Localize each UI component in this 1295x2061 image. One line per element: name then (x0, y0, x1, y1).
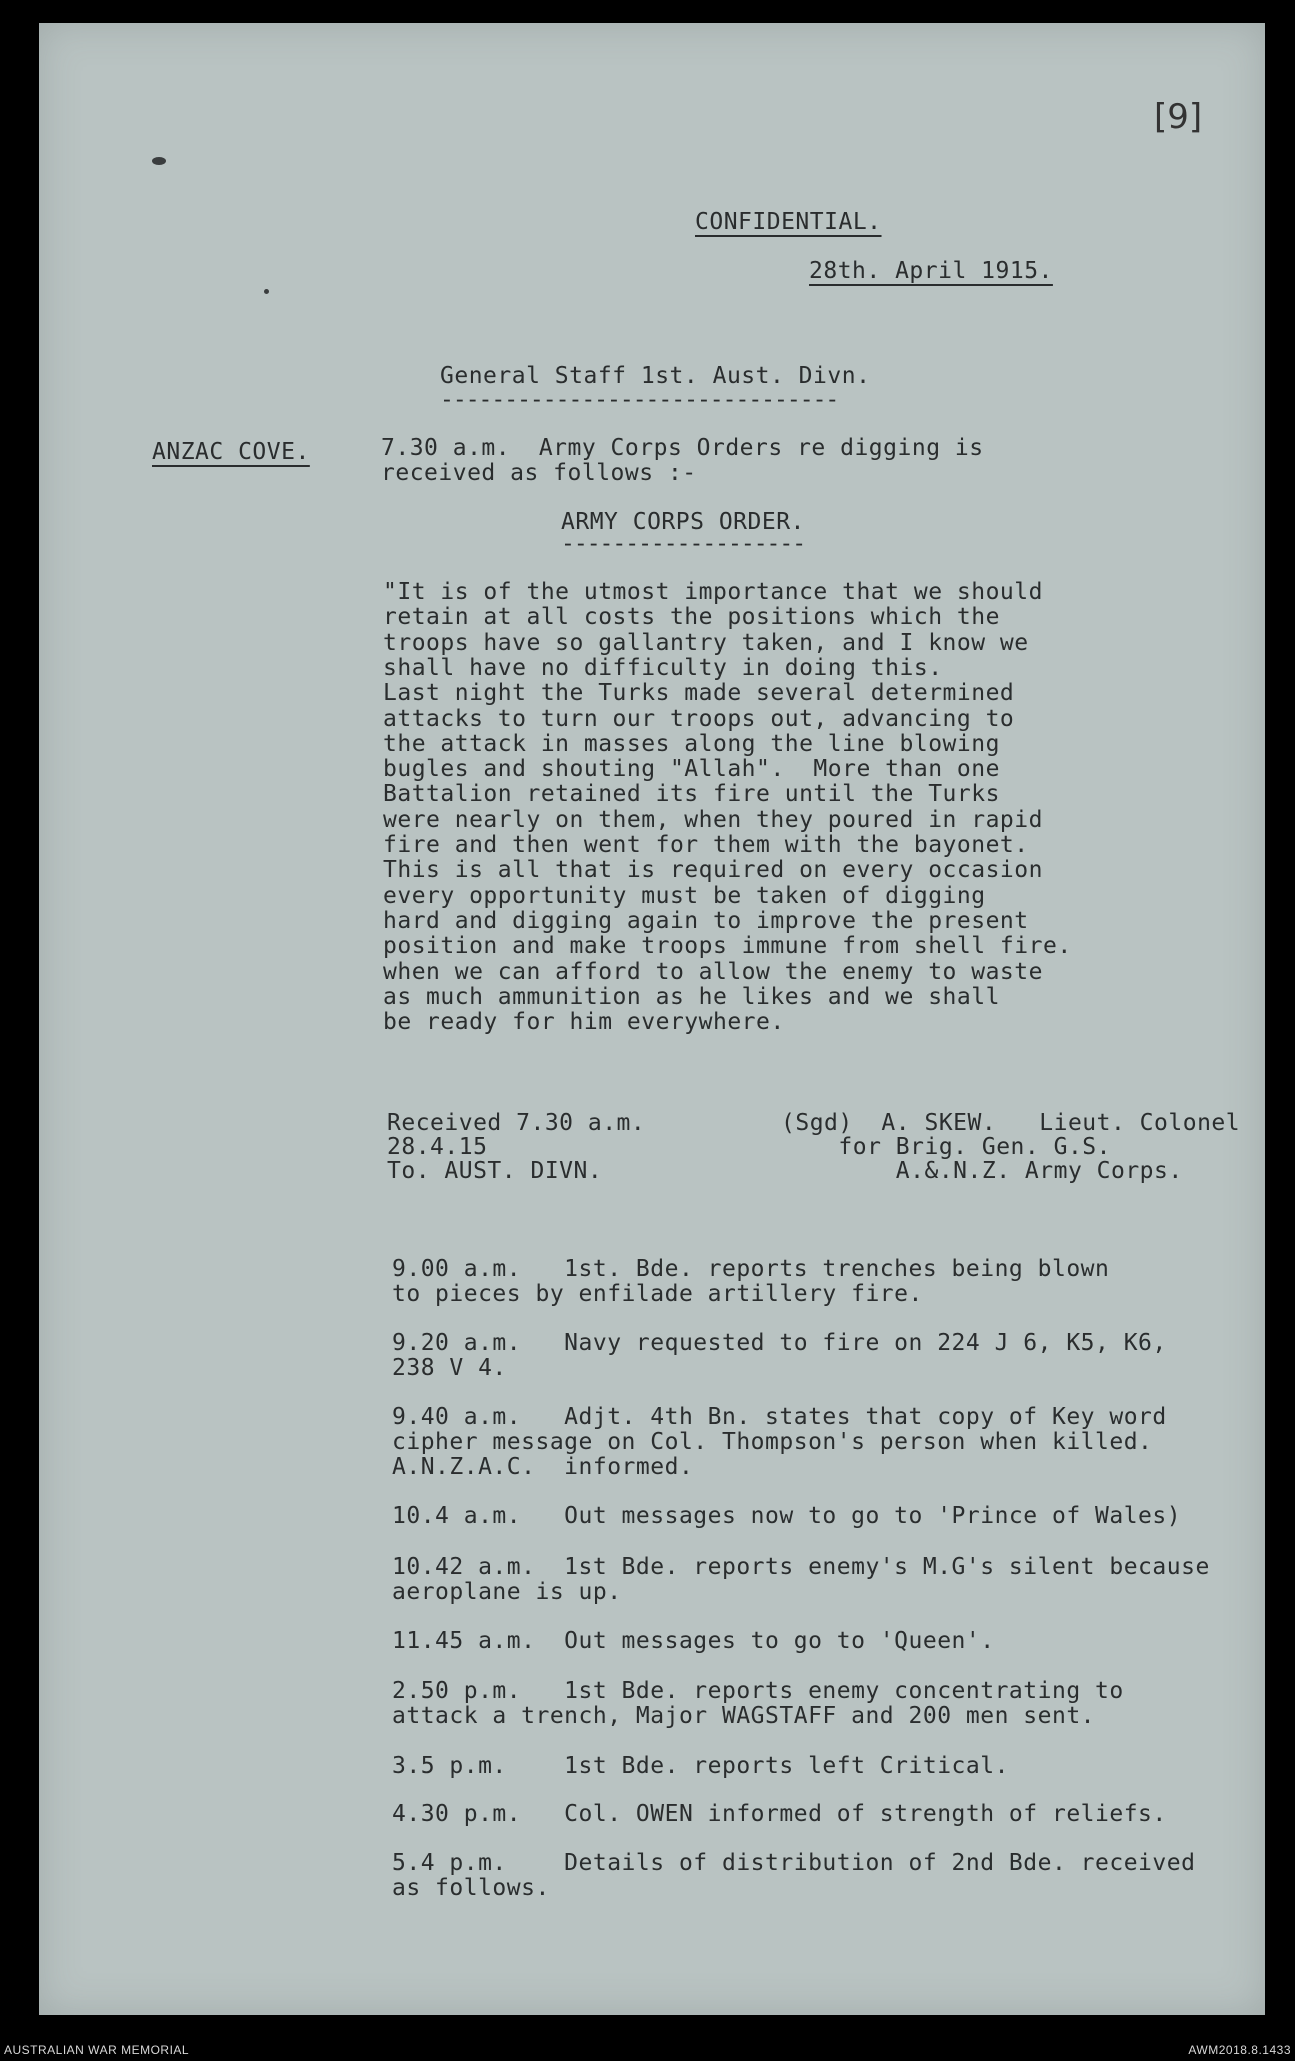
order-line: as much ammunition as he likes and we shall (383, 983, 1000, 1010)
unit-heading: General Staff 1st. Aust. Divn. (440, 363, 871, 389)
order-line: Battalion retained its fire until the Turks (383, 781, 1000, 808)
order-line: "It is of the utmost importance that we should (383, 579, 1043, 605)
order-line: Last night the Turks made several determined (383, 680, 1015, 707)
signature-received: Received 7.30 a.m. (387, 1110, 646, 1136)
document-page (39, 23, 1265, 2015)
order-line: This is all that is required on every occasion (383, 857, 1043, 884)
log-entry-line: 10.42 a.m. 1st Bde. reports enemy's M.G's silent because (392, 1554, 1210, 1580)
log-entry-line: 9.00 a.m. 1st. Bde. reports trenches being blown (392, 1256, 1110, 1282)
log-entry-line: A.N.Z.A.C. informed. (392, 1454, 694, 1480)
order-line: fire and then went for them with the bayonet. (383, 832, 1029, 858)
order-line: retain at all costs the positions which the (383, 604, 1000, 631)
log-entry-line: to pieces by enfilade artillery fire. (392, 1281, 923, 1307)
log-entry-line: cipher message on Col. Thompson's person when killed. (392, 1429, 1153, 1455)
opening-line-1: 7.30 a.m. Army Corps Orders re digging is (381, 435, 984, 461)
order-line: be ready for him everywhere. (383, 1009, 785, 1036)
log-entry-line: 2.50 p.m. 1st Bde. reports enemy concentrating to (392, 1678, 1124, 1704)
order-line: shall have no difficulty in doing this. (383, 654, 943, 681)
order-title: ARMY CORPS ORDER. (561, 509, 805, 535)
order-line: hard and digging again to improve the present (383, 907, 1029, 934)
order-line: the attack in masses along the line blowing (383, 730, 1000, 757)
order-line: troops have so gallantry taken, and I know we (383, 629, 1029, 656)
log-entry-line: 10.4 a.m. Out messages now to go to 'Prince of Wales) (392, 1503, 1182, 1529)
log-entry-line: 238 V 4. (392, 1355, 507, 1381)
unit-heading-rule: ------------------------------- (440, 387, 839, 413)
order-line: bugles and shouting "Allah". More than one (383, 756, 1000, 783)
location-label: ANZAC COVE. (152, 439, 310, 465)
log-entry-line: attack a trench, Major WAGSTAFF and 200 men sent. (392, 1703, 1096, 1729)
signature-to: To. AUST. DIVN. (387, 1158, 603, 1184)
order-line: every opportunity must be taken of digging (383, 882, 986, 909)
order-line: attacks to turn our troops out, advancing to (383, 705, 1015, 732)
order-title-rule: ------------------- (561, 531, 806, 557)
log-entry-line: 4.30 p.m. Col. OWEN informed of strength of reliefs. (392, 1801, 1167, 1827)
log-entry-line: 3.5 p.m. 1st Bde. reports left Critical. (392, 1753, 1009, 1779)
order-line: were nearly on them, when they poured in rapid (383, 806, 1043, 833)
opening-line-2: received as follows :- (381, 460, 697, 486)
document-date: 28th. April 1915. (809, 258, 1053, 284)
log-entry-line: 9.20 a.m. Navy requested to fire on 224 J 6, K5, K6, (392, 1330, 1167, 1356)
log-entry-line: as follows. (392, 1875, 550, 1901)
log-entry-line: 11.45 a.m. Out messages to go to 'Queen'. (392, 1628, 995, 1654)
log-entry-line: 5.4 p.m. Details of distribution of 2nd Bde. received (392, 1850, 1196, 1876)
footer-right: AWM2018.8.1433 (1188, 2043, 1291, 2057)
order-line: position and make troops immune from shell fire. (383, 933, 1072, 960)
classification-heading: CONFIDENTIAL. (695, 209, 882, 235)
log-entry-line: 9.40 a.m. Adjt. 4th Bn. states that copy of Key word (392, 1404, 1167, 1430)
order-line: when we can afford to allow the enemy to waste (383, 958, 1043, 985)
signature-corps: A.&.N.Z. Army Corps. (781, 1158, 1183, 1184)
signature-date: 28.4.15 (387, 1134, 488, 1160)
log-entry-line: aeroplane is up. (392, 1579, 622, 1605)
paper-mark (264, 289, 269, 294)
signature-signed: (Sgd) A. SKEW. Lieut. Colonel (781, 1110, 1241, 1136)
paper-mark (152, 157, 166, 165)
footer-left: AUSTRALIAN WAR MEMORIAL (4, 2043, 190, 2057)
signature-for: for Brig. Gen. G.S. (781, 1134, 1111, 1160)
folio-number: [9] (1154, 97, 1203, 137)
